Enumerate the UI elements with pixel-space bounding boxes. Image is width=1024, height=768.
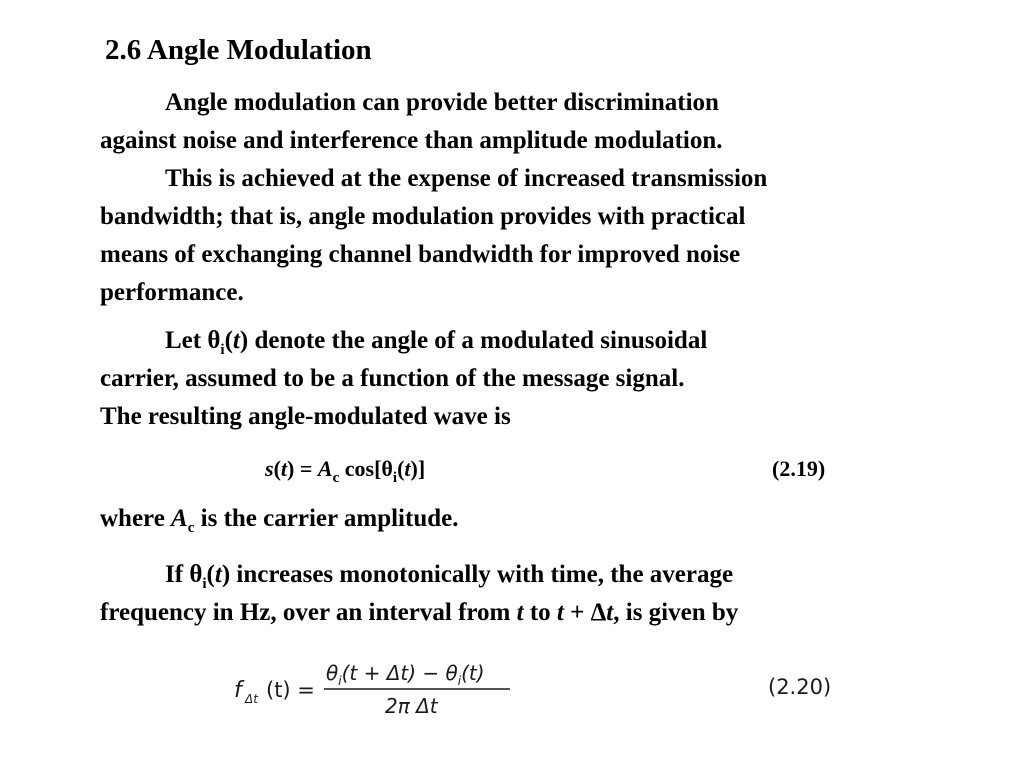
paragraph-angle-definition	[100, 322, 707, 436]
text-run: to	[523, 599, 557, 626]
paragraph-carrier-amplitude	[100, 500, 458, 538]
equation-2-20-denominator: 2π Δt	[385, 694, 438, 718]
text-run: (	[224, 327, 233, 354]
paragraph-angle-line	[100, 322, 707, 360]
equation-2-20-lhs-arg: (t) =	[266, 678, 315, 702]
text-run: cos[	[339, 456, 382, 481]
paragraph-carrier-line	[100, 500, 458, 538]
paragraph-average-frequency	[100, 556, 738, 632]
subscript-c: c	[187, 520, 195, 536]
variable-s: s	[265, 456, 274, 481]
text-run: denote the angle of a modulated sinusoidal	[248, 327, 708, 354]
slide-title: 2.6 Angle Modulation	[105, 34, 372, 66]
text-run: increases monotonically with time, the average	[230, 561, 734, 588]
equation-2-20-subscript: Δt	[245, 692, 258, 706]
subscript-i: i	[338, 674, 342, 688]
theta-symbol: θ	[207, 327, 221, 354]
subscript-c: c	[332, 470, 340, 486]
paragraph-angle-line: carrier, assumed to be a function of the message signal.	[100, 365, 685, 392]
theta-symbol: θ	[189, 561, 203, 588]
equation-number-2-19: (2.19)	[772, 456, 826, 481]
text-run: +	[563, 599, 591, 626]
paragraph-frequency-line	[100, 556, 738, 594]
equation-2-19	[265, 454, 425, 484]
delta-symbol: Δ	[590, 599, 607, 626]
variable-t: t	[232, 327, 240, 354]
text-run: (t)	[461, 661, 485, 685]
text-run: is the carrier amplitude.	[194, 505, 459, 532]
text-run: frequency in Hz, over an interval from	[100, 599, 517, 626]
variable-t: t	[214, 561, 222, 588]
paragraph-tradeoff-line: performance.	[100, 279, 244, 306]
theta-symbol: θ	[326, 661, 339, 685]
subscript-i: i	[392, 470, 398, 486]
text-run: ) =	[287, 456, 318, 481]
text-run: (	[206, 561, 215, 588]
equation-2-20-f: f	[234, 678, 242, 703]
text-run: )]	[410, 456, 426, 481]
paragraph-tradeoff-line: bandwidth; that is, angle modulation provides with practical	[100, 203, 746, 230]
text-run: If	[165, 561, 190, 588]
text-run: Let	[165, 327, 208, 354]
paragraph-frequency-line	[100, 594, 738, 632]
variable-A: A	[171, 505, 188, 532]
equation-2-20-numerator	[326, 661, 485, 688]
text-run: (	[273, 456, 281, 481]
text-run: )	[221, 561, 231, 588]
variable-t: t	[280, 456, 288, 481]
theta-symbol: θ	[445, 661, 458, 685]
theta-symbol: θ	[381, 456, 393, 481]
variable-A: A	[317, 456, 333, 481]
paragraph-intro-line: against noise and interference than amplitude modulation.	[100, 127, 723, 154]
paragraph-tradeoff-line: This is achieved at the expense of increased transmission	[165, 165, 768, 192]
paragraph-tradeoff-line: means of exchanging channel bandwidth for improved noise	[100, 241, 741, 268]
variable-t: t	[404, 456, 411, 481]
text-run: (	[397, 456, 405, 481]
variable-t: t	[516, 599, 524, 626]
subscript-i: i	[202, 576, 207, 592]
equation-number-2-20: (2.20)	[768, 675, 832, 699]
text-run: (t + Δt) −	[341, 661, 446, 685]
paragraph-intro-line: Angle modulation can provide better discrimination	[165, 89, 719, 116]
variable-t: t	[556, 599, 564, 626]
subscript-i: i	[220, 342, 225, 358]
text-run: , is given by	[613, 599, 739, 626]
equation-2-20	[230, 650, 530, 720]
subscript-i: i	[457, 674, 462, 688]
variable-t: t	[606, 599, 614, 626]
paragraph-angle-line: The resulting angle-modulated wave is	[100, 403, 511, 430]
text-run: )	[239, 327, 249, 354]
paragraph-intro	[100, 84, 767, 312]
text-run: where	[100, 505, 172, 532]
